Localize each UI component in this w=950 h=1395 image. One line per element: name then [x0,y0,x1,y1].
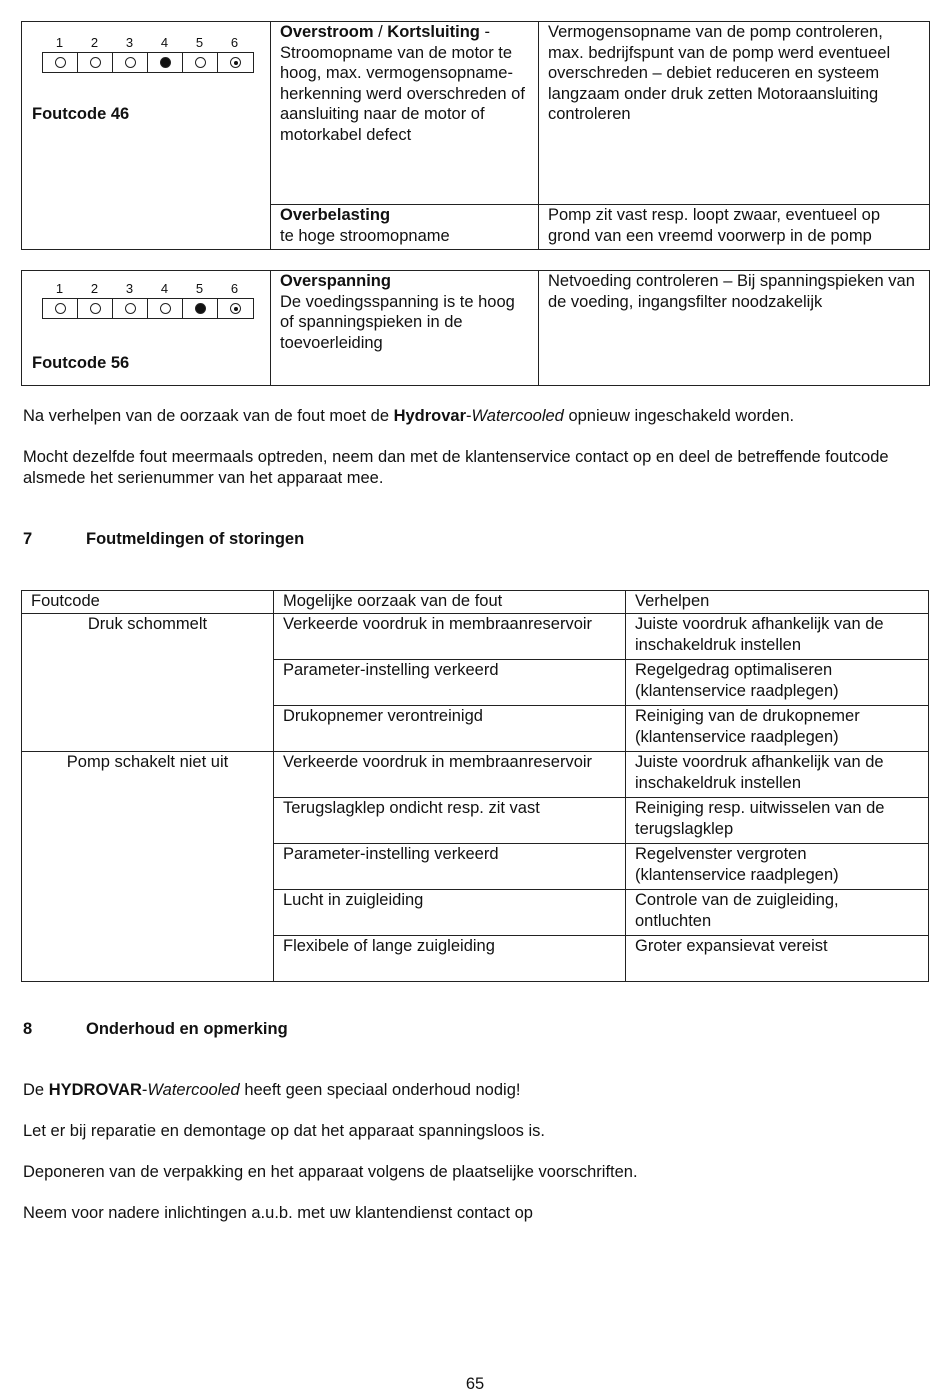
led-cell [78,53,113,72]
led-on-icon [160,57,171,68]
led-off-icon [90,57,101,68]
fault-cause-cell: Verkeerde voordruk in membraanreservoir [274,752,626,798]
error-56-remedy: Netvoeding controleren – Bij spanningspieken van de voeding, ingangsfilter noodzakelijk [539,271,930,386]
section-7-number: 7 [23,530,33,548]
error-56-table [21,270,930,386]
error-56-code-cell [22,271,271,386]
led-off-icon [195,57,206,68]
table-row [22,614,929,660]
led-cell [183,299,218,318]
led-number: 3 [125,35,134,50]
fault-remedy-cell: Groter expansievat vereist [626,936,929,982]
fault-remedy-cell: Juiste voordruk afhankelijk van de inschakeldruk instellen [626,614,929,660]
led-cell [113,53,148,72]
error-46-label: Foutcode 46 [32,105,130,123]
safety-paragraph: Let er bij reparatie en demontage op dat het apparaat spanningsloos is. [23,1122,545,1140]
led-off-icon [160,303,171,314]
disposal-paragraph: Deponeren van de verpakking en het apparaat volgens de plaatselijke voorschriften. [23,1163,638,1181]
led-number: 2 [90,281,99,296]
led-cell [148,299,183,318]
led-indicator-46 [35,35,261,75]
fault-remedy-cell: Reiniging resp. uitwisselen van de terugslagklep [626,798,929,844]
led-cell [148,53,183,72]
fault-cause-cell: Flexibele of lange zuigleiding [274,936,626,982]
led-number: 3 [125,281,134,296]
table-row [22,752,929,798]
section-7-title: Foutmeldingen of storingen [86,530,305,548]
led-number: 1 [55,35,64,50]
error-46-cause-2: Overbelasting te hoge stroomopname [271,205,539,250]
led-number: 1 [55,281,64,296]
column-header: Verhelpen [626,591,929,614]
led-off-icon [125,57,136,68]
error-56-cause: Overspanning De voedingsspanning is te hoog of spanningspieken in de toevoerleiding [271,271,539,386]
column-header: Foutcode [22,591,274,614]
led-off-icon [55,303,66,314]
led-blink-icon [230,303,241,314]
repeat-fault-paragraph: Mocht dezelfde fout meermaals optreden, neem dan met de klantenservice contact op en deel de betreffende foutcode alsmede het serienummer van het apparaat mee. [23,448,889,487]
column-header: Mogelijke oorzaak van de fout [274,591,626,614]
led-indicator-56 [35,281,261,321]
fault-remedy-cell: Controle van de zuigleiding, ontluchten [626,890,929,936]
error-46-cause-1: Overstroom / Kortsluiting - Stroomopname van de motor te hoog, max. vermogensopname-herkenning werd overschreden of aansluiting naar de motor of motorkabel defect [271,22,539,205]
fault-cause-cell: Terugslagklep ondicht resp. zit vast [274,798,626,844]
fault-code-cell: Druk schommelt [22,614,274,752]
led-cell [218,299,253,318]
section-8-number: 8 [23,1020,33,1038]
fault-cause-cell: Drukopnemer verontreinigd [274,706,626,752]
error-46-code-cell [22,22,271,250]
led-number: 5 [195,281,204,296]
led-off-icon [90,303,101,314]
led-cell [78,299,113,318]
page-number: 65 [465,1375,485,1393]
led-cell [43,53,78,72]
led-number: 4 [160,35,169,50]
led-number: 6 [230,281,239,296]
led-number: 4 [160,281,169,296]
led-number: 2 [90,35,99,50]
led-cell [113,299,148,318]
led-blink-icon [230,57,241,68]
contact-paragraph: Neem voor nadere inlichtingen a.u.b. met uw klantendienst contact op [23,1204,533,1222]
error-56-label: Foutcode 56 [32,354,130,372]
led-cell [43,299,78,318]
fault-code-cell: Pomp schakelt niet uit [22,752,274,982]
error-46-remedy-2: Pomp zit vast resp. loopt zwaar, eventueel op grond van een vreemd voorwerp in de pomp [539,205,930,250]
led-number: 6 [230,35,239,50]
restart-paragraph: Na verhelpen van de oorzaak van de fout moet de Hydrovar-Watercooled opnieuw ingeschakeld worden. [23,407,795,425]
led-on-icon [195,303,206,314]
error-46-table [21,21,930,250]
fault-cause-cell: Verkeerde voordruk in membraanreservoir [274,614,626,660]
fault-remedy-cell: Juiste voordruk afhankelijk van de inschakeldruk instellen [626,752,929,798]
led-off-icon [125,303,136,314]
fault-cause-cell: Parameter-instelling verkeerd [274,844,626,890]
led-cell [218,53,253,72]
fault-cause-cell: Parameter-instelling verkeerd [274,660,626,706]
error-46-remedy-1: Vermogensopname van de pomp controleren, max. bedrijfspunt van de pomp werd eventueel overschreden – debiet reduceren en systeem langzaam onder druk zetten Motoraansluiting controleren [539,22,930,205]
fault-remedy-cell: Reiniging van de drukopnemer (klantenservice raadplegen) [626,706,929,752]
fault-remedy-cell: Regelvenster vergroten (klantenservice raadplegen) [626,844,929,890]
led-off-icon [55,57,66,68]
fault-cause-cell: Lucht in zuigleiding [274,890,626,936]
section-8-title: Onderhoud en opmerking [86,1020,288,1038]
faults-header-row [22,591,929,614]
fault-remedy-cell: Regelgedrag optimaliseren (klantenservice raadplegen) [626,660,929,706]
led-cell [183,53,218,72]
led-number: 5 [195,35,204,50]
faults-table [21,590,929,982]
maintenance-paragraph: De HYDROVAR-Watercooled heeft geen speciaal onderhoud nodig! [23,1081,521,1099]
